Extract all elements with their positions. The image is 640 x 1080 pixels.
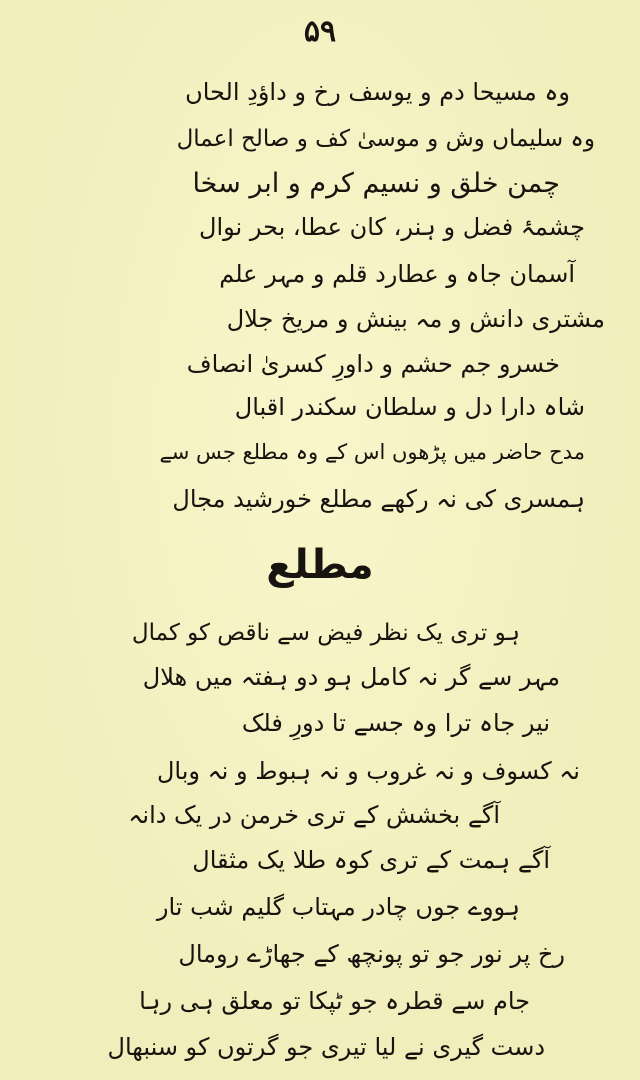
verse-line: رخ پر نور جو تو پونچھ کے جھاڑے رومال [178, 940, 565, 968]
verse-line: جام سے قطرہ جو ٹپکا تو معلق ہی رہا [139, 987, 530, 1015]
verse-line: وہ مسیحا دم و یوسف رخ و داؤدِ الحاں [185, 78, 570, 106]
page-number: ۵۹ [303, 14, 337, 49]
verse-line: وہ سلیماں وش و موسیٰ کف و صالح اعمال [176, 126, 595, 152]
verse-line: نہ کسوف و نہ غروب و نہ ہبوط و نہ وبال [156, 757, 580, 785]
verse-line: دست گیری نے لیا تیری جو گرتوں کو سنبھال [107, 1033, 545, 1061]
verse-line: ہووے جوں چادر مہتاب گلیم شب تار [156, 893, 520, 921]
verse-line: ہو تری یک نظر فیض سے ناقص کو کمال [131, 620, 520, 646]
verse-line: شاہ دارا دل و سلطان سکندر اقبال [234, 393, 585, 421]
verse-line: آسمان جاہ و عطارد قلم و مہر علم [219, 260, 575, 288]
verse-line: چمن خلق و نسیم کرم و ابر سخا [192, 168, 560, 199]
verse-line: چشمۂ فضل و ہنر، کان عطا، بحر نوال [199, 213, 585, 241]
section-heading: مطلع [266, 542, 374, 588]
verse-line: مدح حاضر میں پڑھوں اس کے وہ مطلع جس سے [159, 440, 585, 464]
verse-line: خسرو جم حشم و داورِ کسریٰ انصاف [186, 350, 560, 378]
verse-line: آگے بخشش کے تری خرمن در یک دانہ [128, 801, 500, 829]
verse-line: مشتری دانش و مہ بینش و مریخ جلال [226, 305, 605, 333]
verse-line: مہر سے گر نہ کامل ہو دو ہفتہ میں ھلال [142, 663, 560, 691]
verse-line: ہمسری کی نہ رکھے مطلع خورشید مجال [172, 485, 585, 513]
verse-line: نیر جاہ ترا وہ جسے تا دورِ فلک [241, 709, 550, 737]
verse-line: آگے ہمت کے تری کوہ طلا یک مثقال [192, 846, 550, 874]
